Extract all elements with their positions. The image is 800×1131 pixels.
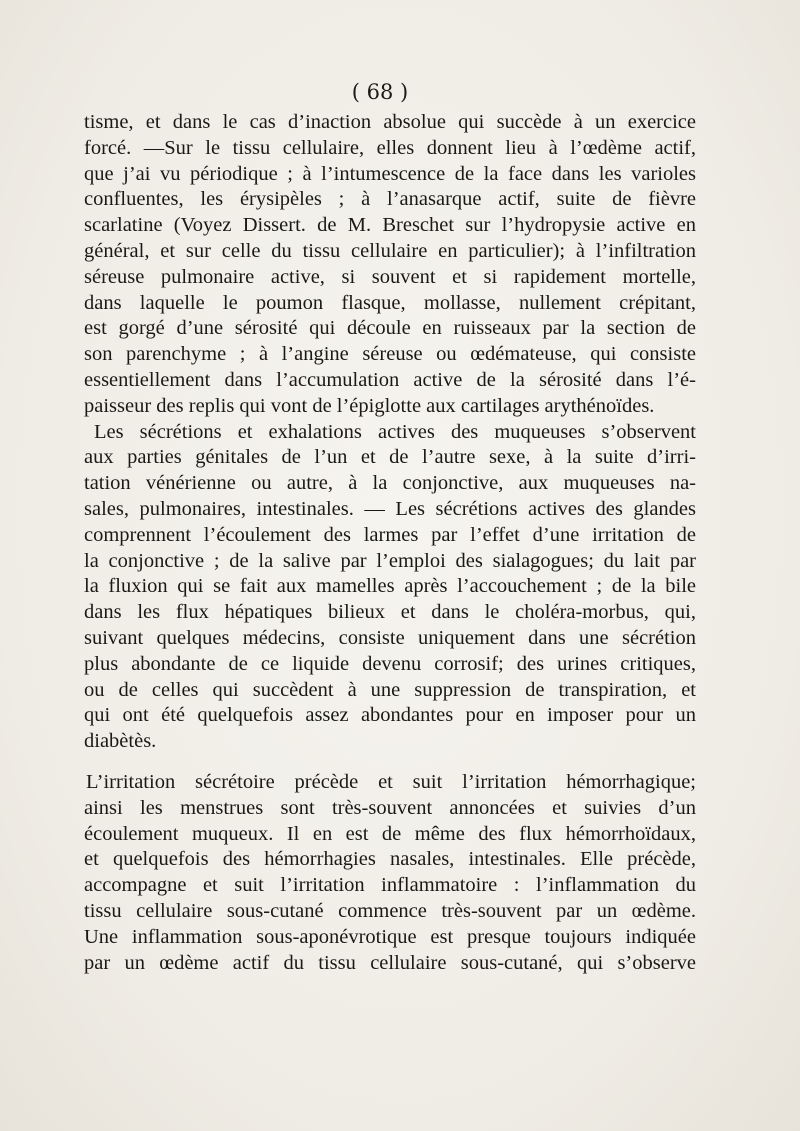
paragraph-1 [84, 110, 696, 420]
paragraph-2 [84, 420, 696, 755]
text-line: paisseur des replis qui vont de l’épiglotte aux cartilages arythénoïdes. [84, 394, 655, 417]
body-text [84, 110, 696, 976]
paragraph-gap [84, 755, 696, 770]
text-line: tisme, et dans le cas d’inaction absolue qui succède à un exercice [84, 111, 696, 133]
text-line: ou de celles qui succèdent à une suppression de transpiration, et [84, 678, 696, 701]
text-line: Les sécrétions et exhalations actives des muqueuses s’observent [94, 420, 696, 443]
text-line: dans les flux hépatiques bilieux et dans le choléra-morbus, qui, [84, 601, 696, 624]
text-line: que j’ai vu périodique ; à l’intumescence de la face dans les varioles [84, 162, 696, 185]
text-line: scarlatine (Voyez Dissert. de M. Breschet sur l’hydropysie active en [84, 214, 696, 237]
text-line: par un œdème actif du tissu cellulaire sous-cutané, qui s’observe [84, 951, 696, 974]
page-number: ( 68 ) [351, 80, 409, 104]
text-line: séreuse pulmonaire active, si souvent et si rapidement mortelle, [84, 265, 696, 288]
text-line: général, et sur celle du tissu cellulaire en particulier); à l’infiltration [84, 239, 696, 262]
text-line: tissu cellulaire sous-cutané commence très-souvent par un œdème. [84, 899, 696, 922]
text-line: accompagne et suit l’irritation inflammatoire : l’inflammation du [84, 874, 696, 897]
text-line: suivant quelques médecins, consiste uniquement dans une sécrétion [84, 626, 696, 649]
text-line: qui ont été quelquefois assez abondantes pour en imposer pour un [84, 704, 696, 727]
text-line: forcé. —Sur le tissu cellulaire, elles donnent lieu à l’œdème actif, [84, 136, 696, 159]
text-line: dans laquelle le poumon flasque, mollasse, nullement crépitant, [84, 291, 696, 314]
text-line: diabètès. [84, 730, 157, 753]
text-line: tation vénérienne ou autre, à la conjonctive, aux muqueuses na- [84, 472, 696, 495]
text-line: confluentes, les érysipèles ; à l’anasarque actif, suite de fièvre [84, 188, 696, 211]
text-line: est gorgé d’une sérosité qui découle en ruisseaux par la section de [84, 317, 696, 340]
text-line: sales, pulmonaires, intestinales. — Les sécrétions actives des glandes [84, 497, 696, 520]
text-line: ainsi les menstrues sont très-souvent annoncées et suivies d’un [84, 796, 696, 819]
text-line: plus abondante de ce liquide devenu corrosif; des urines critiques, [84, 652, 696, 675]
text-line: la fluxion qui se fait aux mamelles après l’accouchement ; de la bile [84, 575, 696, 598]
text-line: écoulement muqueux. Il en est de même des flux hémorrhoïdaux, [84, 822, 696, 845]
text-line: comprennent l’écoulement des larmes par l’effet d’une irritation de [84, 523, 696, 546]
text-line: L’irritation sécrétoire précède et suit l’irritation hémorrhagique; [86, 770, 696, 793]
text-line: la conjonctive ; de la salive par l’emploi des sialagogues; du lait par [84, 549, 696, 572]
text-line: et quelquefois des hémorrhagies nasales, intestinales. Elle précède, [84, 848, 696, 871]
text-line: essentiellement dans l’accumulation active de la sérosité dans l’é- [84, 368, 696, 391]
paragraph-3 [84, 770, 696, 976]
text-line: son parenchyme ; à l’angine séreuse ou œdémateuse, qui consiste [84, 343, 696, 366]
text-line: Une inflammation sous-aponévrotique est presque toujours indiquée [84, 925, 696, 948]
text-line: aux parties génitales de l’un et de l’autre sexe, à la suite d’irri- [84, 446, 696, 469]
